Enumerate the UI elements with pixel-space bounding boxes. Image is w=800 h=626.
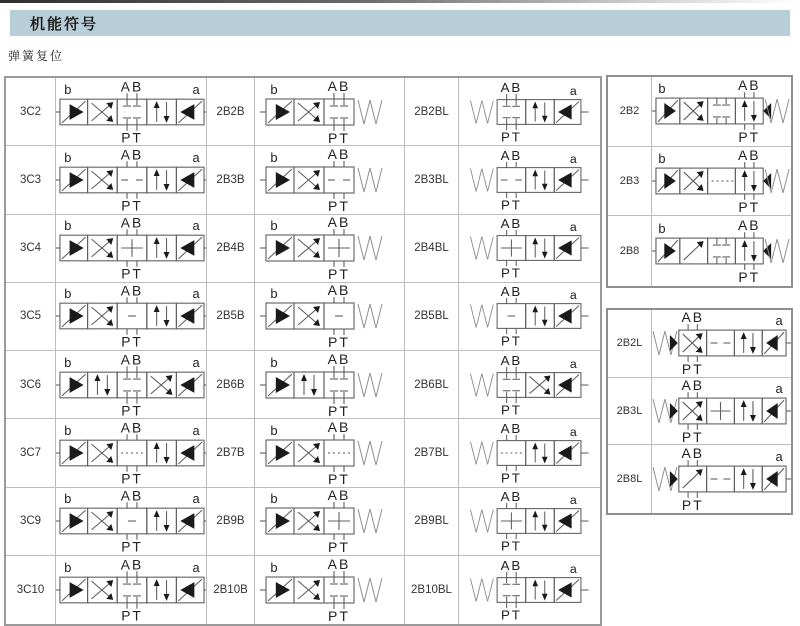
- svg-text:AB: AB: [120, 556, 144, 573]
- svg-text:AB: AB: [327, 556, 350, 572]
- svg-text:b: b: [269, 81, 278, 97]
- svg-text:PT: PT: [327, 539, 350, 555]
- symbol-cell: [652, 445, 791, 513]
- svg-text:a: a: [775, 313, 783, 329]
- valve-symbol: [256, 488, 404, 554]
- model-code: 2B5B: [207, 283, 255, 351]
- top-edge-line: [0, 0, 800, 3]
- svg-text:PT: PT: [121, 470, 143, 486]
- model-code: 2B2BL: [405, 78, 459, 146]
- svg-text:PT: PT: [327, 197, 350, 213]
- valve-symbol: [459, 352, 600, 418]
- model-code: 2B4BL: [405, 215, 459, 283]
- model-code: 2B8: [608, 216, 652, 286]
- model-code: 2B2B: [207, 78, 255, 146]
- svg-text:b: b: [64, 560, 72, 576]
- svg-text:PT: PT: [500, 265, 522, 281]
- valve-symbol: [256, 557, 404, 623]
- section-header: [10, 10, 790, 36]
- symbol-cell: [255, 351, 405, 419]
- svg-text:a: a: [569, 83, 577, 98]
- svg-text:AB: AB: [120, 78, 144, 94]
- svg-text:b: b: [64, 286, 72, 302]
- svg-text:AB: AB: [327, 78, 350, 94]
- svg-text:a: a: [775, 449, 783, 465]
- model-code: 3C10: [6, 556, 56, 624]
- svg-text:AB: AB: [120, 419, 144, 436]
- svg-text:AB: AB: [120, 351, 144, 367]
- svg-text:b: b: [269, 422, 278, 438]
- svg-text:AB: AB: [327, 351, 350, 367]
- symbol-cell: [459, 78, 600, 146]
- symbol-cell: [459, 283, 600, 351]
- svg-text:AB: AB: [738, 78, 761, 94]
- model-code: 2B3: [608, 147, 652, 217]
- svg-text:AB: AB: [738, 218, 761, 234]
- svg-text:AB: AB: [500, 420, 523, 436]
- valve-symbol: [459, 283, 600, 349]
- spring-return-symbol-table: [4, 76, 602, 626]
- svg-text:b: b: [64, 354, 72, 370]
- svg-text:a: a: [192, 423, 200, 439]
- svg-text:AB: AB: [120, 488, 144, 504]
- symbol-cell: [459, 351, 600, 419]
- symbol-cell: [255, 146, 405, 214]
- symbol-cell: [459, 556, 600, 624]
- valve-symbol: [56, 420, 206, 486]
- svg-text:a: a: [775, 381, 783, 397]
- svg-text:AB: AB: [327, 283, 350, 299]
- svg-text:b: b: [658, 81, 666, 97]
- symbol-cell: [652, 310, 791, 378]
- svg-text:a: a: [192, 150, 200, 166]
- model-code: 2B10B: [207, 556, 255, 624]
- model-code: 3C4: [6, 215, 56, 283]
- model-code: 3C3: [6, 146, 56, 214]
- svg-text:PT: PT: [681, 428, 704, 444]
- model-code: 2B6B: [207, 351, 255, 419]
- svg-text:b: b: [64, 150, 72, 166]
- svg-text:AB: AB: [681, 446, 704, 462]
- svg-text:b: b: [64, 218, 72, 234]
- symbol-cell: [56, 146, 207, 214]
- svg-text:b: b: [269, 354, 278, 370]
- valve-symbol: [256, 79, 404, 145]
- svg-text:b: b: [269, 286, 278, 302]
- svg-text:AB: AB: [500, 79, 523, 95]
- svg-text:PT: PT: [327, 402, 350, 418]
- valve-symbol: [56, 79, 206, 145]
- svg-text:PT: PT: [500, 333, 522, 349]
- svg-text:AB: AB: [120, 215, 144, 231]
- svg-text:AB: AB: [500, 216, 523, 232]
- symbol-cell: [459, 146, 600, 214]
- svg-text:a: a: [192, 491, 200, 507]
- right-symbol-table-2b: [606, 75, 793, 288]
- svg-text:PT: PT: [681, 496, 704, 513]
- svg-text:AB: AB: [500, 557, 523, 573]
- symbol-cell: [459, 488, 600, 556]
- symbol-cell: [652, 216, 791, 286]
- svg-text:PT: PT: [327, 470, 350, 486]
- svg-text:PT: PT: [500, 607, 522, 623]
- svg-text:PT: PT: [500, 129, 522, 145]
- model-code: 2B3L: [608, 378, 652, 446]
- model-code: 2B2L: [608, 310, 652, 378]
- svg-text:PT: PT: [327, 266, 350, 282]
- model-code: 2B3B: [207, 146, 255, 214]
- svg-text:PT: PT: [121, 607, 143, 623]
- valve-symbol: [459, 420, 600, 486]
- valve-symbol: [56, 147, 206, 213]
- svg-text:AB: AB: [327, 488, 350, 504]
- svg-text:b: b: [269, 559, 278, 575]
- symbol-cell: [652, 77, 791, 147]
- valve-symbol: [56, 488, 206, 554]
- valve-symbol: [459, 215, 600, 281]
- valve-symbol: [256, 420, 404, 486]
- svg-text:b: b: [269, 491, 278, 507]
- valve-symbol: [256, 352, 404, 418]
- valve-symbol: [56, 352, 206, 418]
- valve-symbol: [652, 310, 791, 376]
- model-code: 2B3BL: [405, 146, 459, 214]
- subtitle: 弹簧复位: [8, 49, 65, 63]
- symbol-cell: [56, 488, 207, 556]
- svg-text:a: a: [569, 424, 577, 439]
- symbol-cell: [56, 283, 207, 351]
- svg-text:a: a: [569, 151, 577, 166]
- valve-symbol: [459, 79, 600, 145]
- valve-symbol: [56, 557, 206, 623]
- svg-text:a: a: [192, 354, 200, 370]
- symbol-cell: [56, 215, 207, 283]
- svg-text:PT: PT: [500, 470, 522, 486]
- model-code: 2B9BL: [405, 488, 459, 556]
- svg-text:a: a: [569, 356, 577, 371]
- svg-text:b: b: [658, 151, 666, 167]
- svg-text:PT: PT: [738, 198, 761, 214]
- model-code: 2B4B: [207, 215, 255, 283]
- model-code: 3C6: [6, 351, 56, 419]
- valve-symbol: [256, 215, 404, 281]
- svg-text:a: a: [569, 561, 577, 576]
- model-code: 2B7BL: [405, 419, 459, 487]
- model-code: 2B8L: [608, 445, 652, 513]
- svg-text:b: b: [64, 423, 72, 439]
- svg-text:a: a: [569, 492, 577, 507]
- symbol-cell: [255, 556, 405, 624]
- symbol-cell: [56, 419, 207, 487]
- svg-text:b: b: [658, 221, 666, 237]
- valve-symbol: [459, 557, 600, 623]
- svg-text:AB: AB: [681, 377, 704, 394]
- model-code: 2B5BL: [405, 283, 459, 351]
- svg-text:PT: PT: [327, 129, 350, 145]
- symbol-cell: [459, 215, 600, 283]
- svg-text:PT: PT: [121, 129, 143, 145]
- valve-symbol: [256, 147, 404, 213]
- symbol-cell: [56, 351, 207, 419]
- right-symbol-table-2bl: [606, 308, 793, 515]
- svg-text:PT: PT: [327, 607, 350, 623]
- symbol-cell: [56, 556, 207, 624]
- svg-text:AB: AB: [681, 310, 704, 326]
- model-code: 2B6BL: [405, 351, 459, 419]
- valve-symbol: [56, 215, 206, 281]
- model-code: 2B7B: [207, 419, 255, 487]
- svg-text:AB: AB: [500, 284, 523, 300]
- symbol-cell: [255, 419, 405, 487]
- svg-text:a: a: [569, 219, 577, 234]
- svg-text:PT: PT: [681, 361, 704, 377]
- model-code: 3C5: [6, 283, 56, 351]
- model-code: 2B10BL: [405, 556, 459, 624]
- svg-text:AB: AB: [120, 146, 144, 163]
- svg-text:AB: AB: [500, 352, 523, 368]
- page-title: 机能符号: [30, 15, 99, 33]
- svg-text:PT: PT: [121, 538, 143, 555]
- svg-text:PT: PT: [738, 268, 761, 285]
- symbol-cell: [56, 78, 207, 146]
- svg-text:AB: AB: [500, 147, 523, 163]
- svg-text:a: a: [192, 81, 200, 97]
- valve-symbol: [56, 283, 206, 349]
- svg-text:PT: PT: [121, 402, 143, 418]
- valve-symbol: [256, 283, 404, 349]
- svg-text:AB: AB: [120, 283, 144, 299]
- svg-text:PT: PT: [327, 334, 350, 350]
- svg-text:b: b: [269, 218, 278, 234]
- svg-text:AB: AB: [327, 215, 350, 231]
- model-code: 2B2: [608, 77, 652, 147]
- symbol-cell: [255, 283, 405, 351]
- symbol-cell: [255, 488, 405, 556]
- svg-text:PT: PT: [121, 265, 143, 282]
- svg-text:b: b: [269, 149, 278, 165]
- valve-symbol: [459, 488, 600, 554]
- model-code: 3C2: [6, 78, 56, 146]
- symbol-cell: [652, 378, 791, 446]
- valve-symbol: [652, 446, 791, 512]
- svg-text:PT: PT: [121, 197, 143, 213]
- symbol-cell: [255, 215, 405, 283]
- svg-text:PT: PT: [500, 402, 522, 418]
- svg-text:a: a: [192, 218, 200, 234]
- valve-symbol: [652, 218, 791, 284]
- svg-text:AB: AB: [738, 147, 761, 164]
- svg-text:PT: PT: [738, 129, 761, 145]
- symbol-cell: [652, 147, 791, 217]
- svg-text:b: b: [64, 491, 72, 507]
- svg-text:b: b: [64, 81, 72, 97]
- svg-text:AB: AB: [500, 489, 523, 505]
- svg-text:PT: PT: [500, 538, 522, 554]
- svg-text:a: a: [192, 560, 200, 576]
- model-code: 3C9: [6, 488, 56, 556]
- valve-symbol: [652, 78, 791, 144]
- model-code: 2B9B: [207, 488, 255, 556]
- symbol-cell: [255, 78, 405, 146]
- svg-text:AB: AB: [327, 146, 350, 162]
- svg-text:PT: PT: [121, 333, 143, 350]
- svg-text:AB: AB: [327, 419, 350, 435]
- valve-symbol: [459, 147, 600, 213]
- model-code: 3C7: [6, 419, 56, 487]
- svg-text:PT: PT: [500, 197, 522, 213]
- symbol-cell: [459, 419, 600, 487]
- valve-symbol: [652, 378, 791, 444]
- valve-symbol: [652, 148, 791, 214]
- svg-text:a: a: [192, 286, 200, 302]
- svg-text:a: a: [569, 288, 577, 303]
